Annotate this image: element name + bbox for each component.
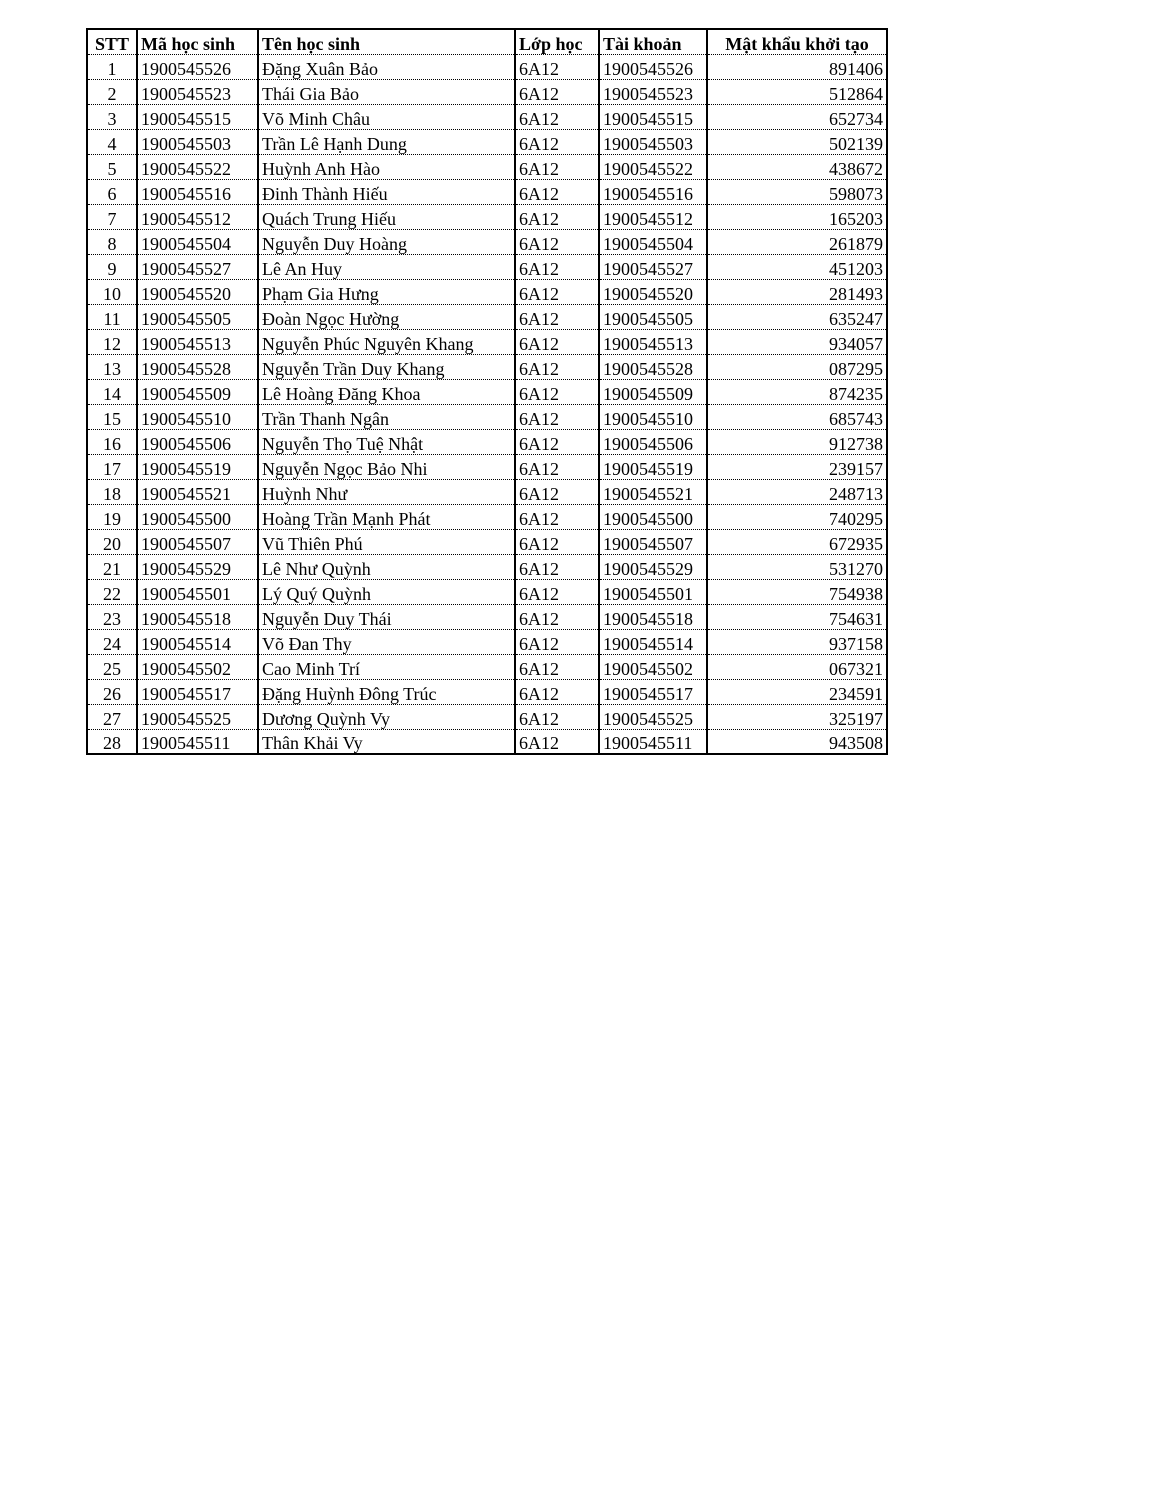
cell-class: 6A12 (515, 179, 599, 204)
cell-student-id: 1900545517 (137, 679, 258, 704)
cell-student-id: 1900545511 (137, 729, 258, 754)
cell-initial-password: 685743 (707, 404, 887, 429)
cell-initial-password: 502139 (707, 129, 887, 154)
cell-account: 1900545502 (599, 654, 707, 679)
cell-account: 1900545503 (599, 129, 707, 154)
cell-account: 1900545526 (599, 54, 707, 79)
table-row (87, 604, 887, 629)
cell-initial-password: 261879 (707, 229, 887, 254)
student-account-table (86, 28, 888, 755)
table-row (87, 704, 887, 729)
table-row (87, 554, 887, 579)
cell-student-id: 1900545519 (137, 454, 258, 479)
cell-class: 6A12 (515, 79, 599, 104)
cell-class: 6A12 (515, 479, 599, 504)
cell-class: 6A12 (515, 654, 599, 679)
cell-initial-password: 912738 (707, 429, 887, 454)
cell-student-name: Nguyễn Duy Thái (258, 604, 515, 629)
cell-student-name: Nguyễn Ngọc Bảo Nhi (258, 454, 515, 479)
cell-initial-password: 281493 (707, 279, 887, 304)
cell-account: 1900545523 (599, 79, 707, 104)
cell-class: 6A12 (515, 604, 599, 629)
cell-initial-password: 934057 (707, 329, 887, 354)
cell-initial-password: 067321 (707, 654, 887, 679)
cell-account: 1900545517 (599, 679, 707, 704)
cell-class: 6A12 (515, 454, 599, 479)
table-row (87, 529, 887, 554)
cell-student-name: Huỳnh Anh Hào (258, 154, 515, 179)
cell-stt: 14 (87, 379, 137, 404)
cell-student-id: 1900545523 (137, 79, 258, 104)
cell-class: 6A12 (515, 379, 599, 404)
cell-initial-password: 165203 (707, 204, 887, 229)
table-row (87, 254, 887, 279)
table-row (87, 504, 887, 529)
cell-stt: 20 (87, 529, 137, 554)
cell-stt: 10 (87, 279, 137, 304)
cell-account: 1900545509 (599, 379, 707, 404)
cell-initial-password: 239157 (707, 454, 887, 479)
cell-student-id: 1900545514 (137, 629, 258, 654)
cell-account: 1900545525 (599, 704, 707, 729)
table-header (87, 29, 887, 54)
cell-student-name: Thân Khải Vy (258, 729, 515, 754)
cell-account: 1900545514 (599, 629, 707, 654)
table-row (87, 354, 887, 379)
cell-student-id: 1900545503 (137, 129, 258, 154)
cell-stt: 21 (87, 554, 137, 579)
cell-class: 6A12 (515, 204, 599, 229)
table-row (87, 404, 887, 429)
table-row (87, 629, 887, 654)
header-class: Lớp học (515, 29, 599, 54)
cell-stt: 17 (87, 454, 137, 479)
cell-class: 6A12 (515, 579, 599, 604)
cell-stt: 6 (87, 179, 137, 204)
cell-student-name: Quách Trung Hiếu (258, 204, 515, 229)
table-row (87, 154, 887, 179)
table-row (87, 204, 887, 229)
cell-account: 1900545521 (599, 479, 707, 504)
cell-account: 1900545506 (599, 429, 707, 454)
table-row (87, 479, 887, 504)
cell-account: 1900545527 (599, 254, 707, 279)
cell-initial-password: 937158 (707, 629, 887, 654)
cell-account: 1900545500 (599, 504, 707, 529)
cell-student-id: 1900545522 (137, 154, 258, 179)
cell-stt: 7 (87, 204, 137, 229)
cell-initial-password: 438672 (707, 154, 887, 179)
table-row (87, 679, 887, 704)
cell-initial-password: 754631 (707, 604, 887, 629)
cell-student-name: Trần Lê Hạnh Dung (258, 129, 515, 154)
table-row (87, 54, 887, 79)
cell-class: 6A12 (515, 729, 599, 754)
cell-class: 6A12 (515, 304, 599, 329)
header-initial-password: Mật khẩu khởi tạo (707, 29, 887, 54)
cell-stt: 15 (87, 404, 137, 429)
cell-account: 1900545505 (599, 304, 707, 329)
header-account: Tài khoản (599, 29, 707, 54)
header-student-name: Tên học sinh (258, 29, 515, 54)
cell-student-name: Thái Gia Bảo (258, 79, 515, 104)
cell-student-id: 1900545527 (137, 254, 258, 279)
cell-class: 6A12 (515, 629, 599, 654)
cell-student-name: Cao Minh Trí (258, 654, 515, 679)
cell-class: 6A12 (515, 104, 599, 129)
cell-stt: 8 (87, 229, 137, 254)
table-row (87, 729, 887, 754)
cell-stt: 11 (87, 304, 137, 329)
cell-account: 1900545511 (599, 729, 707, 754)
cell-class: 6A12 (515, 704, 599, 729)
cell-class: 6A12 (515, 429, 599, 454)
cell-account: 1900545512 (599, 204, 707, 229)
cell-initial-password: 672935 (707, 529, 887, 554)
cell-class: 6A12 (515, 554, 599, 579)
table-row (87, 429, 887, 454)
cell-stt: 28 (87, 729, 137, 754)
cell-class: 6A12 (515, 329, 599, 354)
cell-initial-password: 635247 (707, 304, 887, 329)
cell-student-id: 1900545528 (137, 354, 258, 379)
table-row (87, 654, 887, 679)
cell-stt: 26 (87, 679, 137, 704)
cell-class: 6A12 (515, 254, 599, 279)
cell-student-id: 1900545520 (137, 279, 258, 304)
table-body (87, 54, 887, 754)
table-row (87, 304, 887, 329)
cell-stt: 18 (87, 479, 137, 504)
cell-account: 1900545522 (599, 154, 707, 179)
cell-student-id: 1900545500 (137, 504, 258, 529)
cell-student-id: 1900545529 (137, 554, 258, 579)
table-row (87, 229, 887, 254)
cell-student-id: 1900545507 (137, 529, 258, 554)
cell-account: 1900545519 (599, 454, 707, 479)
cell-student-name: Đặng Huỳnh Đông Trúc (258, 679, 515, 704)
cell-student-name: Dương Quỳnh Vy (258, 704, 515, 729)
cell-student-id: 1900545513 (137, 329, 258, 354)
table-row (87, 179, 887, 204)
cell-initial-password: 891406 (707, 54, 887, 79)
cell-student-name: Võ Đan Thy (258, 629, 515, 654)
cell-account: 1900545501 (599, 579, 707, 604)
cell-initial-password: 740295 (707, 504, 887, 529)
header-stt: STT (87, 29, 137, 54)
cell-account: 1900545507 (599, 529, 707, 554)
cell-class: 6A12 (515, 279, 599, 304)
table-row (87, 129, 887, 154)
cell-student-name: Huỳnh Như (258, 479, 515, 504)
cell-student-id: 1900545502 (137, 654, 258, 679)
cell-student-name: Lê Hoàng Đăng Khoa (258, 379, 515, 404)
cell-class: 6A12 (515, 154, 599, 179)
header-row (87, 29, 887, 54)
cell-student-id: 1900545515 (137, 104, 258, 129)
cell-student-name: Nguyễn Trần Duy Khang (258, 354, 515, 379)
table-row (87, 329, 887, 354)
cell-student-id: 1900545506 (137, 429, 258, 454)
cell-student-name: Hoàng Trần Mạnh Phát (258, 504, 515, 529)
cell-class: 6A12 (515, 679, 599, 704)
cell-student-name: Võ Minh Châu (258, 104, 515, 129)
cell-initial-password: 087295 (707, 354, 887, 379)
cell-account: 1900545504 (599, 229, 707, 254)
cell-account: 1900545515 (599, 104, 707, 129)
cell-student-id: 1900545516 (137, 179, 258, 204)
cell-student-id: 1900545510 (137, 404, 258, 429)
cell-student-id: 1900545512 (137, 204, 258, 229)
cell-student-id: 1900545518 (137, 604, 258, 629)
student-account-sheet (86, 28, 888, 755)
cell-student-name: Lê An Huy (258, 254, 515, 279)
cell-student-name: Đinh Thành Hiếu (258, 179, 515, 204)
cell-class: 6A12 (515, 404, 599, 429)
cell-initial-password: 874235 (707, 379, 887, 404)
cell-student-id: 1900545521 (137, 479, 258, 504)
cell-initial-password: 652734 (707, 104, 887, 129)
cell-student-name: Lý Quý Quỳnh (258, 579, 515, 604)
cell-student-name: Đặng Xuân Bảo (258, 54, 515, 79)
cell-stt: 1 (87, 54, 137, 79)
cell-stt: 23 (87, 604, 137, 629)
cell-student-name: Lê Như Quỳnh (258, 554, 515, 579)
cell-initial-password: 754938 (707, 579, 887, 604)
cell-initial-password: 325197 (707, 704, 887, 729)
cell-account: 1900545528 (599, 354, 707, 379)
cell-student-id: 1900545505 (137, 304, 258, 329)
table-row (87, 579, 887, 604)
cell-initial-password: 531270 (707, 554, 887, 579)
cell-student-name: Vũ Thiên Phú (258, 529, 515, 554)
header-student-id: Mã học sinh (137, 29, 258, 54)
table-row (87, 454, 887, 479)
cell-student-id: 1900545525 (137, 704, 258, 729)
table-row (87, 79, 887, 104)
cell-initial-password: 234591 (707, 679, 887, 704)
cell-initial-password: 943508 (707, 729, 887, 754)
cell-student-id: 1900545501 (137, 579, 258, 604)
cell-class: 6A12 (515, 229, 599, 254)
table-row (87, 379, 887, 404)
cell-stt: 13 (87, 354, 137, 379)
cell-student-name: Nguyễn Phúc Nguyên Khang (258, 329, 515, 354)
cell-student-name: Đoàn Ngọc Hường (258, 304, 515, 329)
cell-class: 6A12 (515, 529, 599, 554)
cell-stt: 4 (87, 129, 137, 154)
cell-student-id: 1900545526 (137, 54, 258, 79)
cell-account: 1900545529 (599, 554, 707, 579)
cell-initial-password: 598073 (707, 179, 887, 204)
cell-class: 6A12 (515, 54, 599, 79)
cell-account: 1900545510 (599, 404, 707, 429)
cell-initial-password: 512864 (707, 79, 887, 104)
cell-student-id: 1900545509 (137, 379, 258, 404)
cell-stt: 24 (87, 629, 137, 654)
cell-student-id: 1900545504 (137, 229, 258, 254)
cell-stt: 19 (87, 504, 137, 529)
cell-stt: 25 (87, 654, 137, 679)
cell-student-name: Trần Thanh Ngân (258, 404, 515, 429)
cell-class: 6A12 (515, 504, 599, 529)
cell-initial-password: 248713 (707, 479, 887, 504)
cell-stt: 5 (87, 154, 137, 179)
cell-stt: 22 (87, 579, 137, 604)
cell-student-name: Nguyễn Duy Hoàng (258, 229, 515, 254)
cell-account: 1900545513 (599, 329, 707, 354)
cell-stt: 27 (87, 704, 137, 729)
cell-class: 6A12 (515, 129, 599, 154)
cell-stt: 16 (87, 429, 137, 454)
cell-student-name: Nguyễn Thọ Tuệ Nhật (258, 429, 515, 454)
cell-student-name: Phạm Gia Hưng (258, 279, 515, 304)
table-row (87, 104, 887, 129)
cell-initial-password: 451203 (707, 254, 887, 279)
cell-class: 6A12 (515, 354, 599, 379)
cell-stt: 3 (87, 104, 137, 129)
cell-account: 1900545518 (599, 604, 707, 629)
cell-stt: 12 (87, 329, 137, 354)
cell-stt: 9 (87, 254, 137, 279)
cell-account: 1900545520 (599, 279, 707, 304)
cell-account: 1900545516 (599, 179, 707, 204)
table-row (87, 279, 887, 304)
cell-stt: 2 (87, 79, 137, 104)
